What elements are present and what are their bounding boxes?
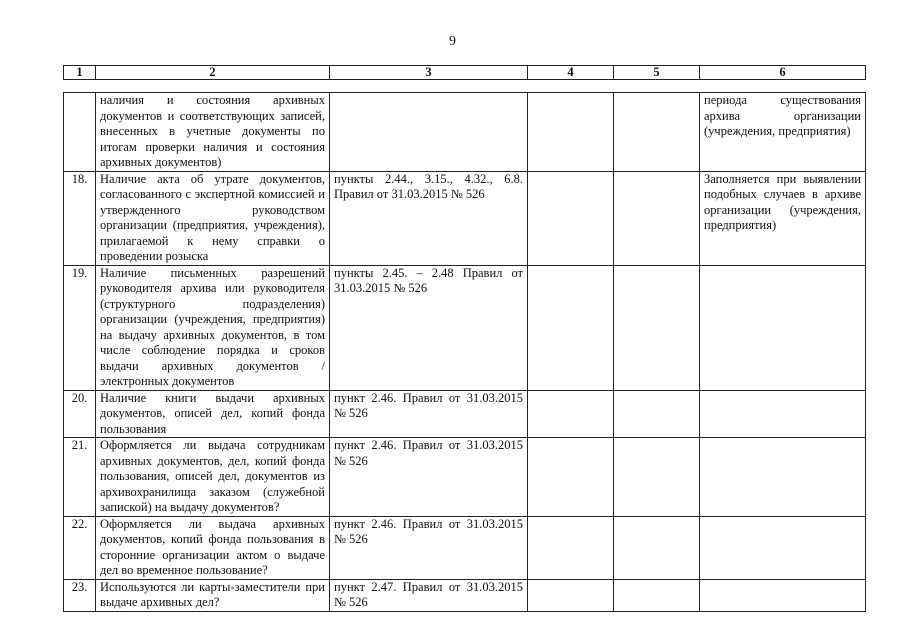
requirement-cell: Используются ли карты-заместители при выдаче архивных дел? [96,579,330,611]
note-cell [700,390,866,438]
column-4-cell [528,438,614,517]
reference-cell: пункты 2.45. – 2.48 Правил от 31.03.2015 № 526 [330,265,528,390]
checklist-table [63,92,866,612]
table-row [64,390,866,438]
column-5-cell [614,579,700,611]
column-5-cell [614,390,700,438]
table-row [64,171,866,265]
column-4-cell [528,579,614,611]
column-header-5: 5 [614,66,700,80]
row-number: 20. [64,390,96,438]
column-4-cell [528,93,614,172]
requirement-cell: Оформляется ли выдача архивных документов, копий фонда пользования в сторонние организации актом о выдаче дел во временное пользование? [96,516,330,579]
column-4-cell [528,265,614,390]
table-row [64,579,866,611]
column-header-3: 3 [330,66,528,80]
requirement-cell: Наличие акта об утрате документов, согласованного с экспертной комиссией и утвержденного руководством организации (предприятия, учреждения), прилагаемой к нему справки о проведении розыска [96,171,330,265]
note-cell: периода существования архива организации (учреждения, предприятия) [700,93,866,172]
row-number: 22. [64,516,96,579]
table-row [64,93,866,172]
column-header-4: 4 [528,66,614,80]
column-4-cell [528,516,614,579]
table-row [64,265,866,390]
reference-cell: пункт 2.46. Правил от 31.03.2015 № 526 [330,438,528,517]
reference-cell [330,93,528,172]
row-number: 19. [64,265,96,390]
requirement-cell: Оформляется ли выдача сотрудникам архивных документов, дел, копий фонда пользования, описей дел, документов из архивохранилища заказом (служебной запиской) на выдачу документов? [96,438,330,517]
column-4-cell [528,171,614,265]
reference-cell: пункты 2.44., 3.15., 4.32., 6.8. Правил от 31.03.2015 № 526 [330,171,528,265]
column-5-cell [614,265,700,390]
note-cell [700,579,866,611]
note-cell [700,516,866,579]
row-number: 21. [64,438,96,517]
requirement-cell: Наличие письменных разрешений руководителя архива или руководителя (структурного подразделения) организации (учреждения, предприятия) на выдачу архивных документов, в том числе соблюдение порядка и сроков выдачи архивных документов / электронных документов [96,265,330,390]
reference-cell: пункт 2.47. Правил от 31.03.2015 № 526 [330,579,528,611]
column-5-cell [614,93,700,172]
requirement-cell: Наличие книги выдачи архивных документов, описей дел, копий фонда пользования [96,390,330,438]
reference-cell: пункт 2.46. Правил от 31.03.2015 № 526 [330,390,528,438]
note-cell: Заполняется при выявлении подобных случаев в архиве организации (учреждения, предприятия) [700,171,866,265]
column-header-table [63,65,866,80]
row-number: 18. [64,171,96,265]
column-header-1: 1 [64,66,96,80]
column-5-cell [614,171,700,265]
column-5-cell [614,516,700,579]
table-row [64,516,866,579]
column-header-2: 2 [96,66,330,80]
requirement-cell: наличия и состояния архивных документов и соответствующих записей, внесенных в учетные документы по итогам проверки наличия и состояния архивных документов) [96,93,330,172]
column-4-cell [528,390,614,438]
row-number: 23. [64,579,96,611]
reference-cell: пункт 2.46. Правил от 31.03.2015 № 526 [330,516,528,579]
table-row [64,438,866,517]
row-number [64,93,96,172]
note-cell [700,265,866,390]
column-5-cell [614,438,700,517]
note-cell [700,438,866,517]
column-header-6: 6 [700,66,866,80]
page-number: 9 [449,34,456,49]
column-header-row [64,66,866,80]
